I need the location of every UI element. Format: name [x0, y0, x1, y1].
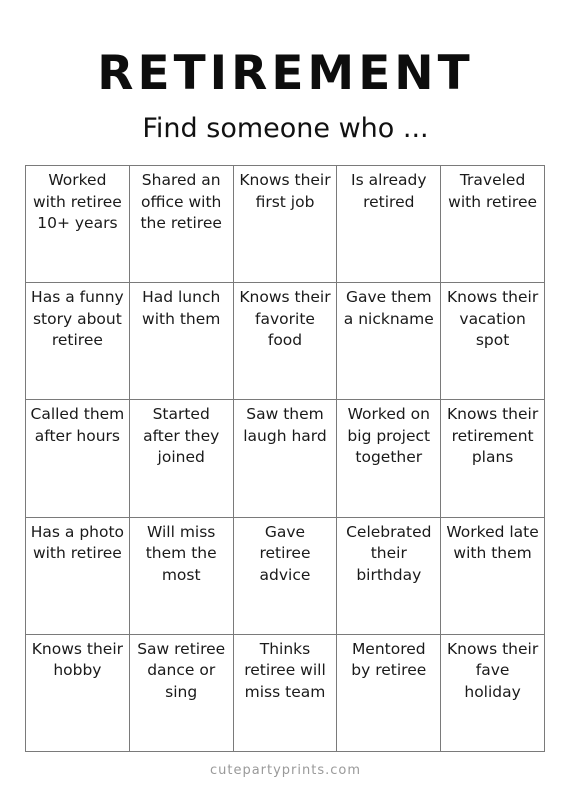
bingo-cell: Knows their favorite food	[234, 283, 338, 400]
bingo-cell: Knows their vacation spot	[441, 283, 545, 400]
bingo-grid	[25, 165, 545, 752]
bingo-cell: Saw retiree dance or sing	[130, 635, 234, 752]
bingo-cell: Called them after hours	[26, 400, 130, 517]
bingo-cell: Had lunch with them	[130, 283, 234, 400]
bingo-cell: Celebrated their birthday	[337, 518, 441, 635]
bingo-cell: Knows their retirement plans	[441, 400, 545, 517]
bingo-cell: Has a photo with retiree	[26, 518, 130, 635]
bingo-cell: Will miss them the most	[130, 518, 234, 635]
bingo-cell: Mentored by retiree	[337, 635, 441, 752]
bingo-cell: Worked on big project together	[337, 400, 441, 517]
bingo-cell: Knows their first job	[234, 166, 338, 283]
bingo-cell: Is already retired	[337, 166, 441, 283]
bingo-cell: Knows their hobby	[26, 635, 130, 752]
bingo-cell: Worked late with them	[441, 518, 545, 635]
bingo-cell: Started after they joined	[130, 400, 234, 517]
bingo-cell: Worked with retiree 10+ years	[26, 166, 130, 283]
bingo-cell: Gave retiree advice	[234, 518, 338, 635]
bingo-cell: Has a funny story about retiree	[26, 283, 130, 400]
bingo-cell: Thinks retiree will miss team	[234, 635, 338, 752]
bingo-cell: Traveled with retiree	[441, 166, 545, 283]
footer-credit: cutepartyprints.com	[209, 763, 362, 778]
bingo-cell: Gave them a nickname	[337, 283, 441, 400]
bingo-cell: Knows their fave holiday	[441, 635, 545, 752]
page-subtitle: Find someone who ...	[142, 113, 429, 144]
page-title: RETIREMENT	[97, 46, 474, 101]
bingo-cell: Saw them laugh hard	[234, 400, 338, 517]
bingo-cell: Shared an office with the retiree	[130, 166, 234, 283]
